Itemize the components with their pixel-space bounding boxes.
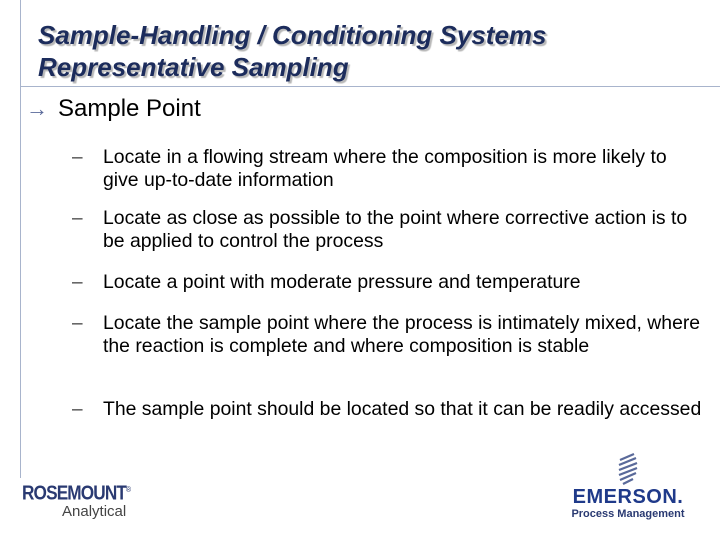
analytical-wordmark: Analytical — [62, 502, 127, 520]
sub-bullet-5: The sample point should be located so that it can be readily accessed — [103, 398, 702, 420]
sub-bullet-2: Locate as close as possible to the point where corrective action is to be applied to control the process — [103, 207, 688, 252]
dash-bullet-icon: – — [72, 272, 83, 293]
dash-bullet-icon: – — [72, 208, 83, 229]
process-management-wordmark: Process Management — [571, 508, 685, 520]
emerson-logo — [566, 452, 690, 521]
rosemount-wordmark: ROSEMOUNT® — [22, 482, 132, 505]
arrow-bullet-icon: → — [26, 96, 48, 121]
rosemount-analytical-logo — [22, 480, 149, 520]
dash-bullet-icon: – — [72, 147, 83, 168]
sub-bullet-1: Locate in a flowing stream where the composition is more likely to give up-to-date information — [103, 146, 667, 191]
dash-bullet-icon: – — [72, 399, 83, 420]
sub-bullet-3: Locate a point with moderate pressure and temperature — [103, 271, 581, 293]
left-vertical-rule — [20, 0, 21, 478]
emerson-wordmark: EMERSON. — [572, 486, 684, 508]
sub-bullet-4: Locate the sample point where the process is intimately mixed, where the reaction is complete and where composition is stable — [103, 312, 701, 357]
slide-title-line-1: Sample-Handling / Conditioning Systems — [38, 20, 547, 50]
title-underline-rule — [20, 86, 720, 87]
slide-title-line-2: Representative Sampling — [38, 52, 349, 82]
emerson-globe-icon — [616, 452, 640, 486]
dash-bullet-icon: – — [72, 313, 83, 334]
main-bullet-text: Sample Point — [58, 95, 201, 122]
